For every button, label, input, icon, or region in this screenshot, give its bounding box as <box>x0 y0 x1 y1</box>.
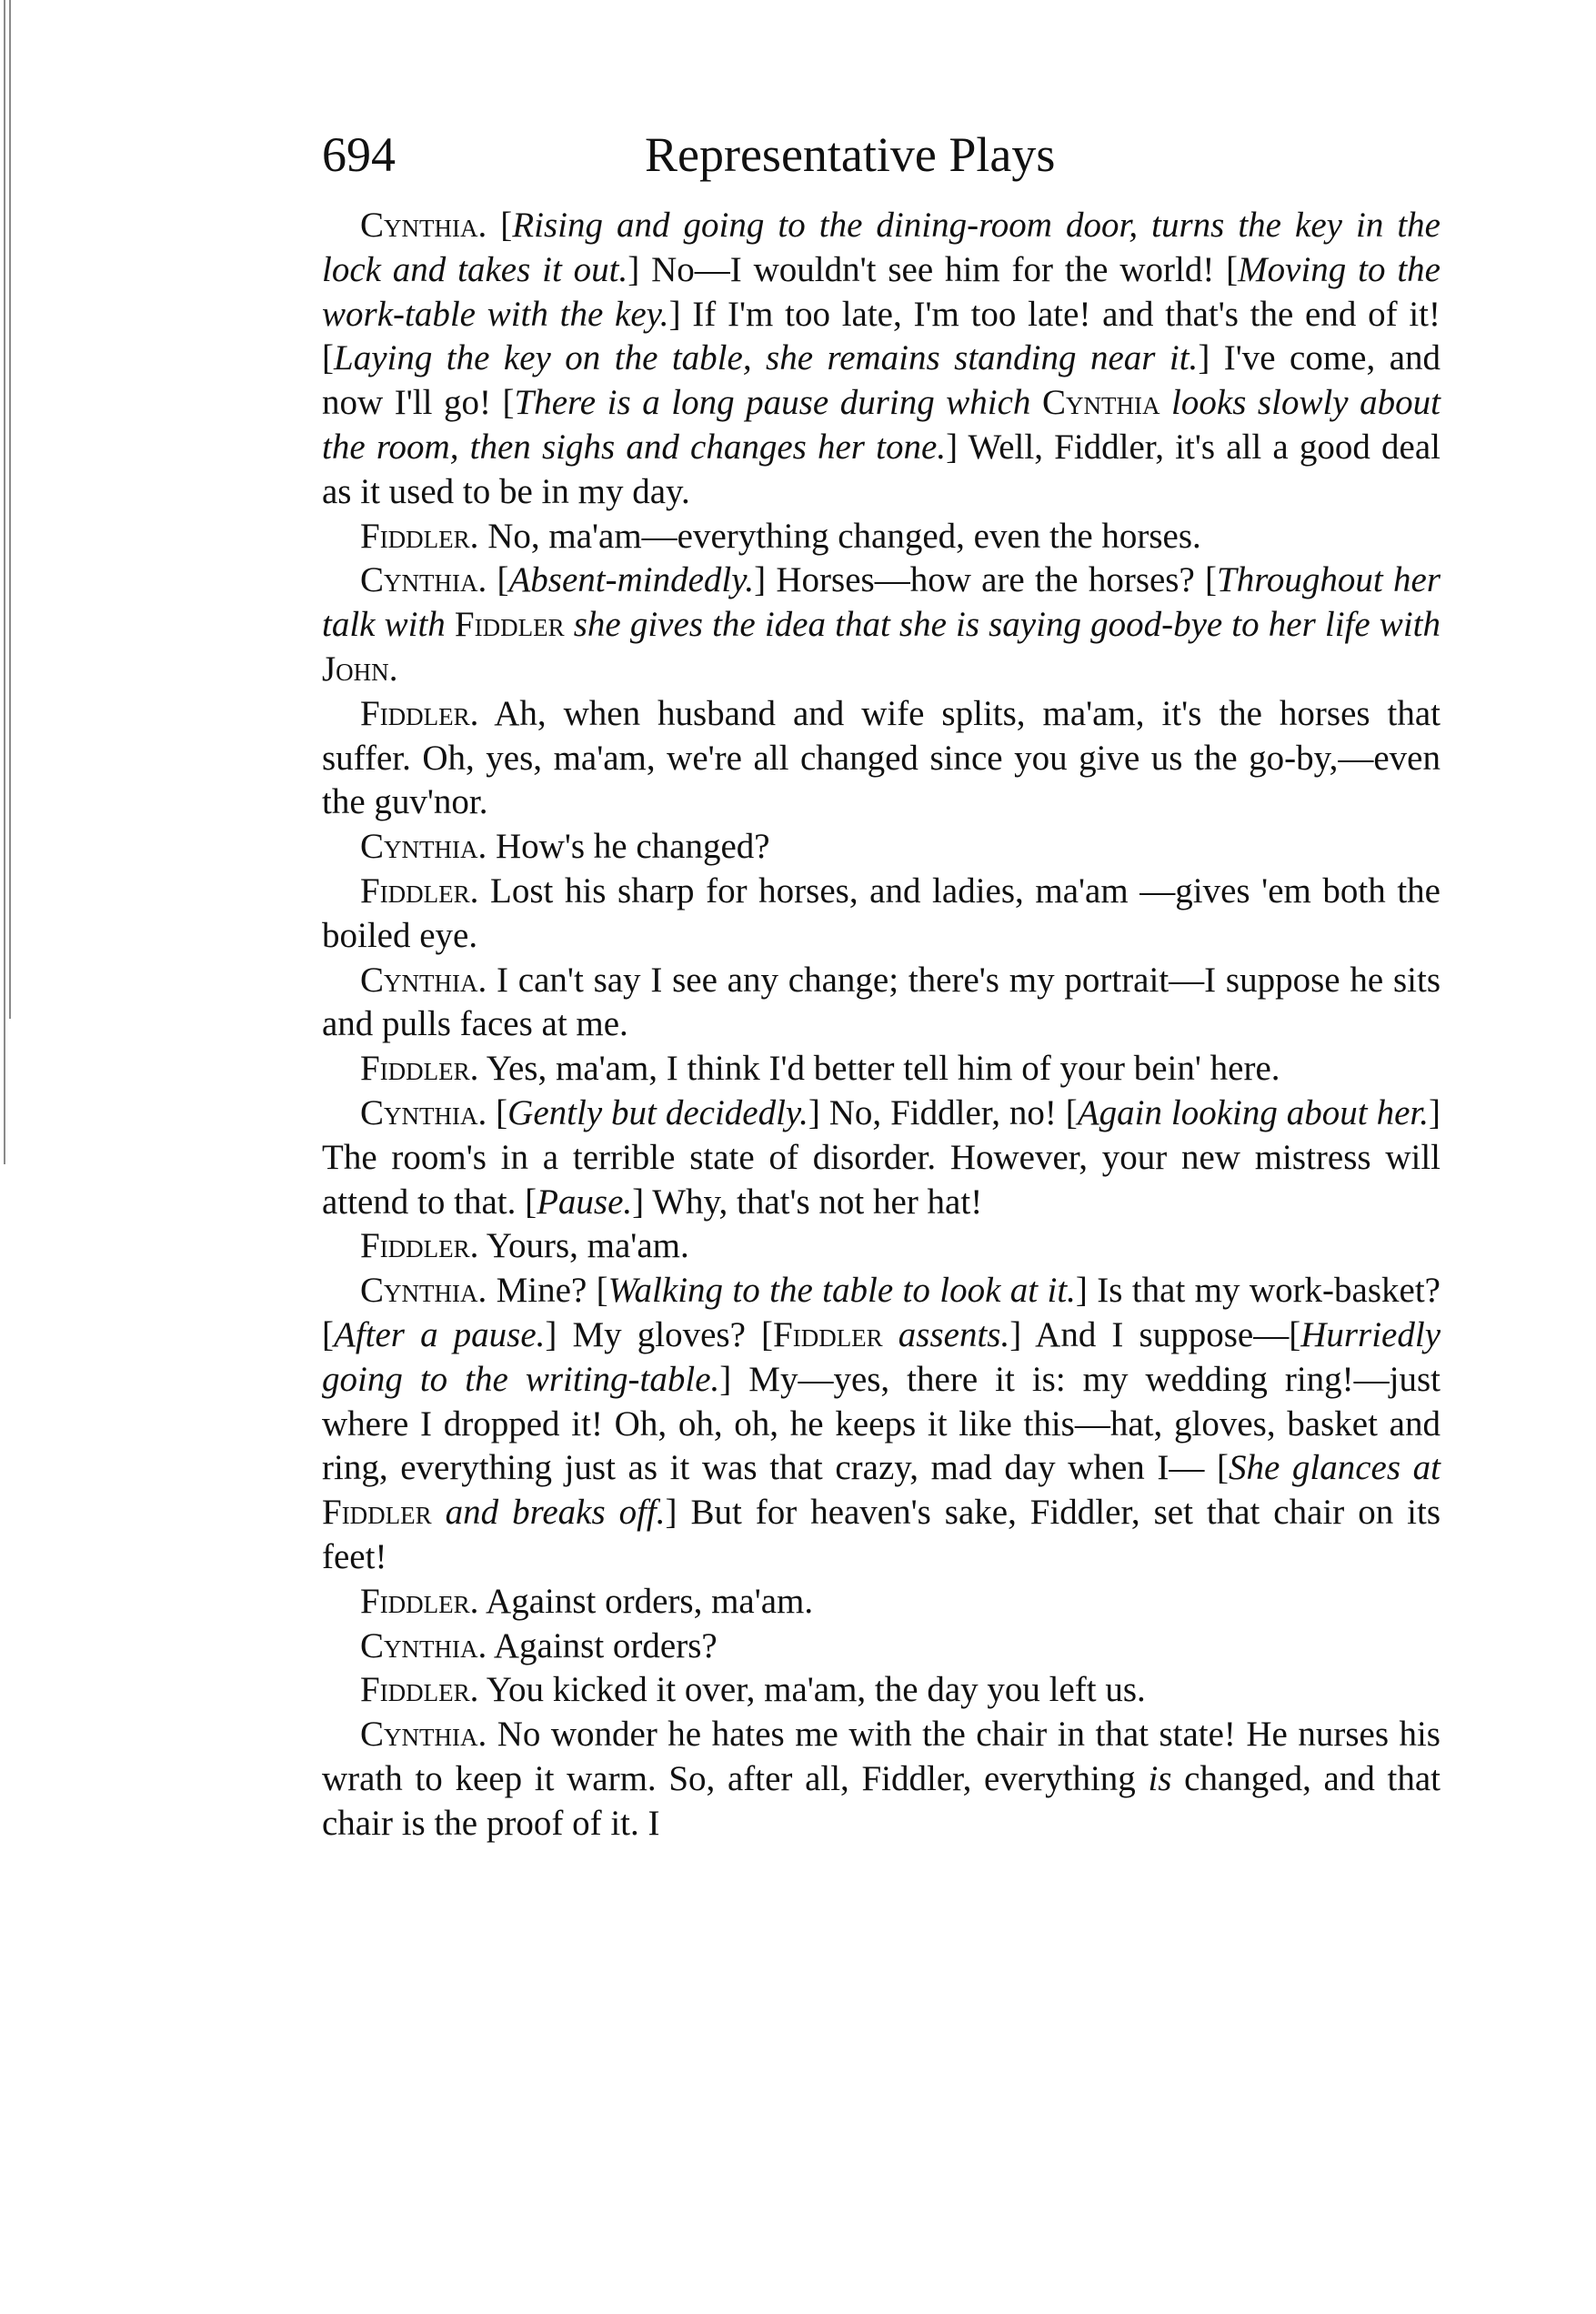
speaker-name: Fiddler. <box>360 1049 479 1089</box>
dialogue-text: [ <box>487 1092 508 1132</box>
speaker-name: Cynthia. <box>360 206 487 245</box>
dialogue-text: ] I've come, and now I'll go! [ <box>322 338 1441 423</box>
stage-direction: Walking to the table to look at it. <box>607 1271 1076 1311</box>
speaker-name: Fiddler. <box>360 1670 479 1710</box>
character-name: Fiddler <box>454 605 565 645</box>
page-header <box>322 126 1440 189</box>
stage-direction: Rising and going to the dining-room door, turns the key in the lock and takes it out. <box>322 206 1440 289</box>
dialogue-text: I can't say I see any change; there's my portrait—I suppose he sits and pulls faces at me. <box>322 960 1440 1044</box>
dialogue-text: Lost his sharp for horses, and ladies, ma'am —gives 'em both the boiled eye. <box>322 870 1440 955</box>
dialogue-text: Yes, ma'am, I think I'd better tell him of your bein' here. <box>478 1049 1280 1089</box>
stage-direction: assents. <box>882 1314 1010 1354</box>
dialogue-paragraph <box>322 1580 1440 1625</box>
dialogue-text: No wonder he hates me with the chair in that state! He nurses his wrath to keep it warm. So, after all, Fiddler, everything <box>322 1715 1440 1798</box>
dialogue-text: Against orders, ma'am. <box>478 1581 814 1621</box>
stage-direction: She glances at <box>1228 1448 1441 1488</box>
dialogue-paragraph <box>322 1092 1440 1224</box>
character-name: Fiddler <box>773 1314 883 1354</box>
dialogue-text: Ah, when husband and wife splits, ma'am, it's the horses that suffer. Oh, yes, ma'am, we're all changed since you give us the go-by,—even the guv'nor. <box>322 693 1440 822</box>
scan-edge-mark <box>4 0 5 1164</box>
stage-direction: Laying the key on the table, she remains standing near it. <box>334 338 1199 378</box>
speaker-name: Cynthia. <box>360 1092 487 1132</box>
speaker-name: Fiddler. <box>360 870 479 911</box>
dialogue-text: [ <box>487 560 509 600</box>
stage-direction: and breaks off. <box>431 1493 666 1533</box>
dialogue-paragraph <box>322 1713 1440 1846</box>
speaker-name: Cynthia. <box>360 1271 487 1311</box>
stage-direction: looks slowly about the room, then sighs and changes her tone. <box>322 383 1440 467</box>
dialogue-text: How's he changed? <box>487 827 770 867</box>
dialogue-paragraph <box>322 692 1440 825</box>
play-text <box>322 204 1440 1846</box>
dialogue-paragraph <box>322 870 1440 959</box>
speaker-name: Fiddler. <box>360 693 479 733</box>
dialogue-text: changed, and that chair is the proof of it. I <box>322 1758 1440 1843</box>
speaker-name: Fiddler. <box>360 1226 479 1266</box>
character-name: John <box>322 649 389 689</box>
running-head: Representative Plays <box>645 127 1056 182</box>
dialogue-text: ] If I'm too late, I'm too late! and that's the end of it! [ <box>322 294 1440 378</box>
dialogue-paragraph <box>322 515 1440 559</box>
dialogue-text: . <box>388 649 398 689</box>
dialogue-text: ] Horses—how are the horses? [ <box>754 560 1218 600</box>
dialogue-text: ] And I suppose—[ <box>1009 1314 1301 1354</box>
dialogue-text: Yours, ma'am. <box>478 1226 689 1266</box>
dialogue-paragraph <box>322 204 1440 515</box>
stage-direction: Again looking about her. <box>1077 1092 1429 1132</box>
speaker-name: Cynthia. <box>360 560 487 600</box>
speaker-name: Fiddler. <box>360 1581 479 1621</box>
dialogue-text: Mine? [ <box>487 1271 608 1311</box>
dialogue-text: No, ma'am—everything changed, even the horses. <box>478 516 1201 556</box>
stage-direction: Pause. <box>537 1182 633 1222</box>
scan-edge-mark <box>9 0 11 1019</box>
dialogue-paragraph <box>322 1668 1440 1713</box>
dialogue-paragraph <box>322 1625 1440 1669</box>
dialogue-text: ] But for heaven's sake, Fiddler, set that chair on its feet! <box>322 1493 1441 1576</box>
dialogue-text: ] Is that my work-basket? [ <box>322 1271 1440 1354</box>
stage-direction: Hurriedly going to the writing-table. <box>322 1314 1440 1399</box>
dialogue-paragraph <box>322 959 1440 1048</box>
dialogue-text: ] Well, Fiddler, it's all a good deal as it used to be in my day. <box>322 427 1441 511</box>
dialogue-text: ] No, Fiddler, no! [ <box>808 1092 1078 1132</box>
dialogue-text: You kicked it over, ma'am, the day you left us. <box>478 1670 1146 1710</box>
dialogue-paragraph <box>322 1269 1440 1580</box>
dialogue-text: ] My—yes, there it is: my wedding ring!—just where I dropped it! Oh, oh, oh, he keeps it like this—hat, gloves, basket and ring, everything just as it was that crazy, mad day when I— [ <box>322 1359 1440 1488</box>
speaker-name: Cynthia. <box>360 1625 487 1665</box>
page-number: 694 <box>322 127 396 182</box>
stage-direction: Absent-mindedly. <box>508 560 755 600</box>
emphasis-text: is <box>1148 1758 1172 1798</box>
speaker-name: Fiddler. <box>360 516 479 556</box>
stage-direction: she gives the idea that she is saying good-bye to her life with <box>564 605 1440 645</box>
dialogue-text: ] The room's in a terrible state of disorder. However, your new mistress will attend to that. [ <box>322 1092 1440 1222</box>
dialogue-text: [ <box>487 206 513 245</box>
stage-direction: There is a long pause during which <box>514 383 1042 423</box>
dialogue-paragraph <box>322 1224 1440 1269</box>
stage-direction: Throughout her talk with <box>322 560 1440 645</box>
stage-direction: Moving to the work-table with the key. <box>322 249 1440 334</box>
dialogue-text: ] Why, that's not her hat! <box>632 1182 983 1222</box>
dialogue-paragraph <box>322 558 1440 691</box>
dialogue-text: Against orders? <box>487 1625 718 1665</box>
speaker-name: Cynthia. <box>360 827 487 867</box>
dialogue-text: ] No—I wouldn't see him for the world! [ <box>627 249 1239 289</box>
stage-direction: Gently but decidedly. <box>507 1092 808 1132</box>
dialogue-paragraph <box>322 825 1440 870</box>
dialogue-text: ] My gloves? [ <box>545 1314 774 1354</box>
stage-direction: After a pause. <box>334 1314 546 1354</box>
speaker-name: Cynthia. <box>360 960 487 1000</box>
dialogue-paragraph <box>322 1047 1440 1092</box>
speaker-name: Cynthia. <box>360 1715 487 1755</box>
character-name: Cynthia <box>1041 383 1160 423</box>
character-name: Fiddler <box>322 1493 432 1533</box>
